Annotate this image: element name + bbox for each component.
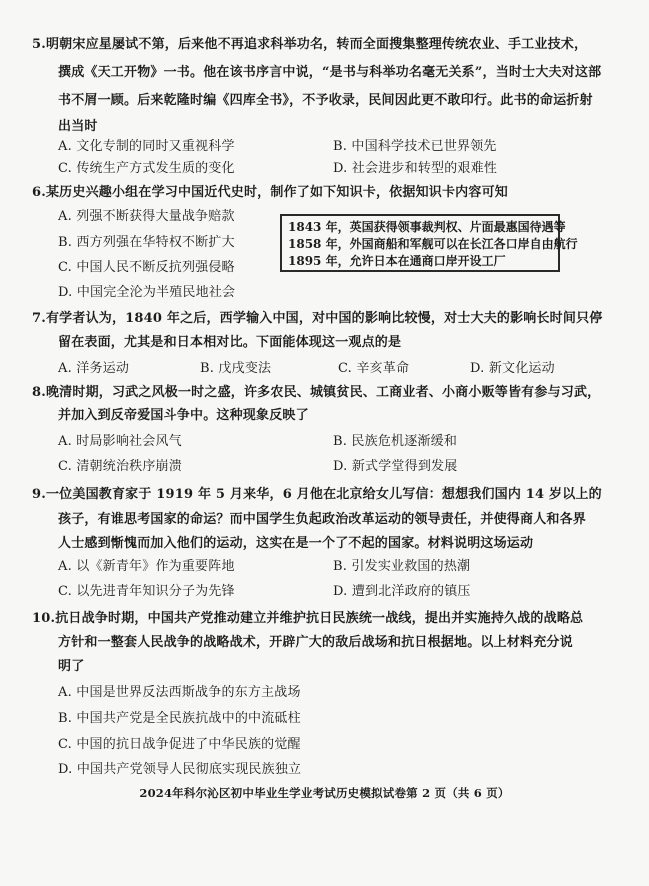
q9-stem-line-2: 孩子，有谁思考国家的命运？而中国学生负起政治改革运动的领导责任，并使得商人和各界 bbox=[58, 512, 587, 527]
q10-option-a: A. 中国是世界反法西斯战争的东方主战场 bbox=[58, 685, 301, 700]
q8-stem-line-1: 8.晚清时期，习武之风极一时之盛，许多农民、城镇贫民、工商业者、小商小贩等皆有参与习武， bbox=[32, 385, 601, 400]
q6-card-line-2: 1858 年，外国商船和军舰可以在长江各口岸自由航行 bbox=[288, 237, 578, 251]
q8-option-c: C. 清朝统治秩序崩溃 bbox=[58, 459, 182, 474]
q6-option-d: D. 中国完全沦为半殖民地社会 bbox=[58, 285, 236, 300]
q7-stem-line-1: 7.有学者认为，1840 年之后，西学输入中国，对中国的影响比较慢，对士大夫的影响长时间只停 bbox=[32, 311, 603, 326]
q10-stem-line-3: 明了 bbox=[58, 659, 85, 674]
q8-stem-line-2: 并加入到反帝爱国斗争中。这种现象反映了 bbox=[58, 408, 309, 423]
q5-stem-line-2: 撰成《天工开物》一书。他在该书序言中说，“是书与科举功名毫无关系”，当时士大夫对这部 bbox=[58, 65, 602, 80]
q9-option-c: C. 以先进青年知识分子为先锋 bbox=[58, 584, 235, 599]
q10-option-c: C. 中国的抗日战争促进了中华民族的觉醒 bbox=[58, 737, 301, 752]
q10-stem-line-2: 方针和一整套人民战争的战略战术，开辟广大的敌后战场和抗日根据地。以上材料充分说 bbox=[58, 635, 573, 650]
q7-option-a: A. 洋务运动 bbox=[58, 361, 130, 376]
q6-stem: 6.某历史兴趣小组在学习中国近代史时，制作了如下知识卡，依据知识卡内容可知 bbox=[32, 185, 508, 200]
q6-card-line-3: 1895 年，允许日本在通商口岸开设工厂 bbox=[288, 254, 506, 268]
q5-stem-line-3: 书不屑一顾。后来乾隆时编《四库全书》，不予收录，民间因此更不敢印行。此书的命运折射 bbox=[58, 93, 593, 108]
q8-option-d: D. 新式学堂得到发展 bbox=[333, 459, 458, 474]
page-footer: 2024年科尔沁区初中毕业生学业考试历史模拟试卷第 2 页（共 6 页） bbox=[139, 786, 510, 800]
q7-stem-line-2: 留在表面，尤其是和日本相对比。下面能体现这一观点的是 bbox=[58, 335, 402, 350]
q6-option-b: B. 西方列强在华特权不断扩大 bbox=[58, 235, 235, 250]
q5-option-b: B. 中国科学技术已世界领先 bbox=[333, 139, 497, 154]
q9-option-a: A. 以《新青年》作为重要阵地 bbox=[58, 559, 235, 574]
q6-option-a: A. 列强不断获得大量战争赔款 bbox=[58, 209, 235, 224]
q10-stem-line-1: 10.抗日战争时期，中国共产党推动建立并维护抗日民族统一战线，提出并实施持久战的战略总 bbox=[32, 611, 584, 626]
q8-option-a: A. 时局影响社会风气 bbox=[58, 434, 182, 449]
q5-option-a: A. 文化专制的同时又重视科学 bbox=[58, 139, 235, 154]
q9-option-d: D. 遭到北洋政府的镇压 bbox=[333, 584, 471, 599]
q8-option-b: B. 民族危机逐渐缓和 bbox=[333, 434, 458, 449]
q6-option-c: C. 中国人民不断反抗列强侵略 bbox=[58, 260, 235, 275]
q7-option-b: B. 戊戌变法 bbox=[200, 361, 272, 376]
q5-stem-line-1: 5.明朝宋应星屡试不第，后来他不再追求科举功名，转而全面搜集整理传统农业、手工业技术， bbox=[32, 37, 588, 52]
q9-stem-line-1: 9.一位美国教育家于 1919 年 5 月来华，6 月他在北京给女儿写信：想想我们国内 14 岁以上的 bbox=[32, 487, 602, 502]
q5-stem-line-4: 出当时 bbox=[58, 119, 98, 134]
q10-option-d: D. 中国共产党领导人民彻底实现民族独立 bbox=[58, 762, 302, 777]
q7-option-d: D. 新文化运动 bbox=[470, 361, 555, 376]
q9-stem-line-3: 人士感到惭愧而加入他们的运动，这实在是一个了不起的国家。材料说明这场运动 bbox=[58, 536, 534, 551]
q10-option-b: B. 中国共产党是全民族抗战中的中流砥柱 bbox=[58, 711, 301, 726]
q9-option-b: B. 引发实业救国的热潮 bbox=[333, 559, 471, 574]
q5-option-d: D. 社会进步和转型的艰难性 bbox=[333, 161, 498, 176]
q6-card-line-1: 1843 年，英国获得领事裁判权、片面最惠国待遇等 bbox=[288, 220, 566, 234]
q6-knowledge-card bbox=[280, 214, 578, 272]
q7-option-c: C. 辛亥革命 bbox=[338, 361, 410, 376]
q5-option-c: C. 传统生产方式发生质的变化 bbox=[58, 161, 235, 176]
